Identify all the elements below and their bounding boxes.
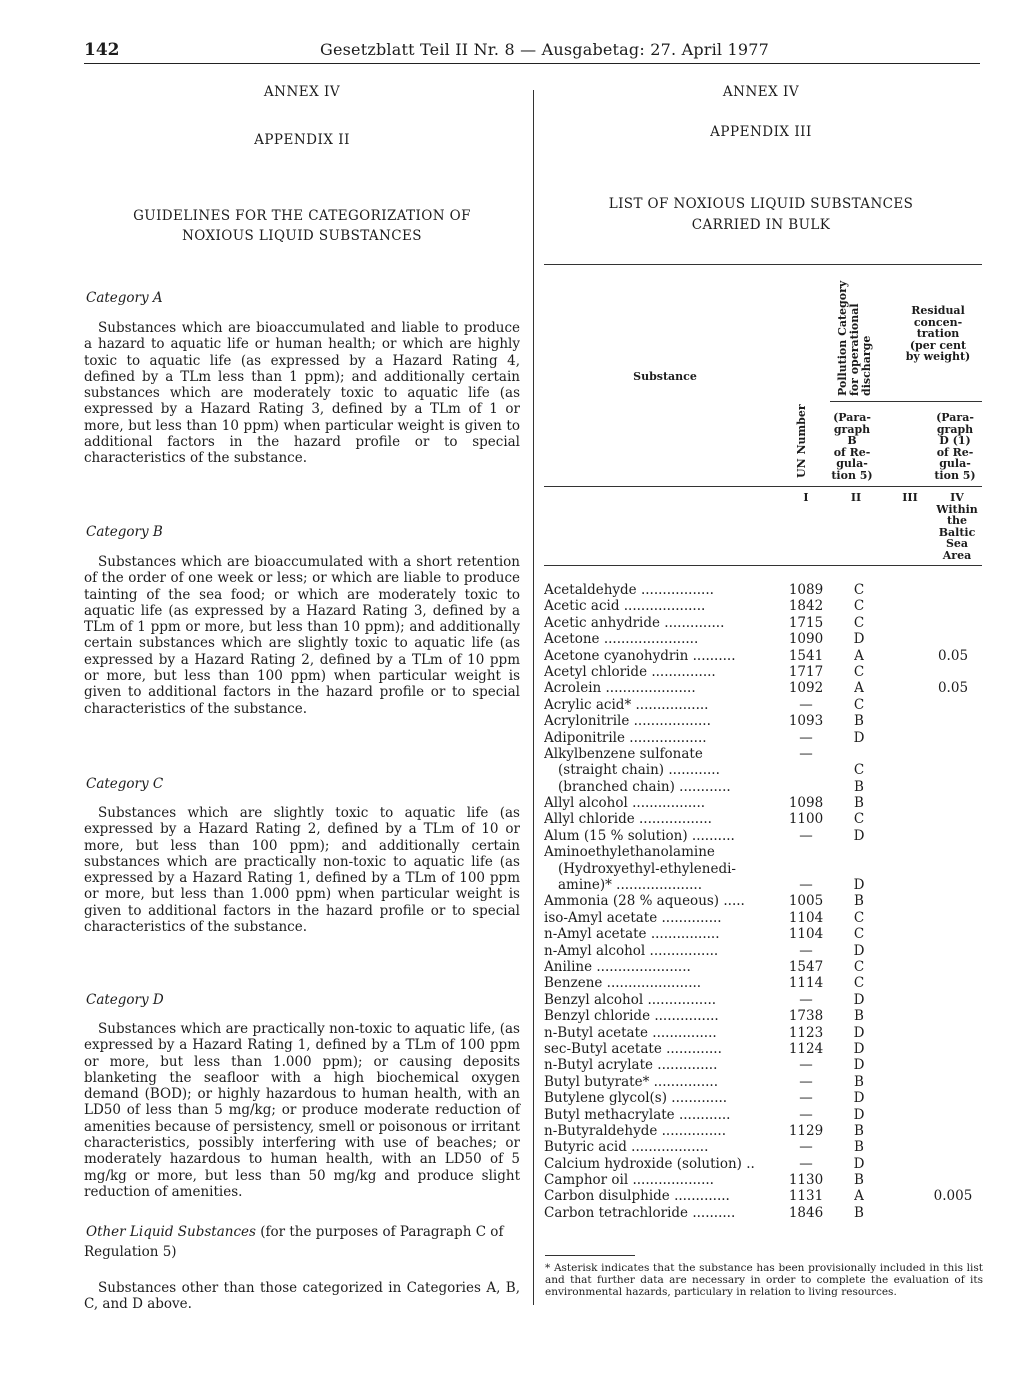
category-c-heading: Category C [86, 776, 164, 792]
table-row [544, 615, 982, 631]
para-d-line5: gula- [939, 457, 971, 470]
pollution-category: A [854, 1188, 864, 1205]
table-row [544, 1139, 982, 1155]
pollution-category: A [854, 680, 864, 697]
category-c-body: Substances which are slightly toxic to aquatic life (as expressed by a Hazard Rating 2, defined by a TLm of 10 or more, but less than 100 ppm); and additionally certain substances which are practically non-toxic to aquatic life (as expressed by a Hazard Rating 1, defined by a TLm of 100 ppm or more, but less than 1.000 ppm) when particular weight is given to additional factors in the hazard profile or to special characteristics of the substance. [84, 805, 520, 936]
substance-name: Adiponitrile .................. [544, 729, 707, 746]
substance-name: Benzyl chloride ............... [544, 1008, 719, 1025]
un-number: 1104 [788, 909, 824, 926]
pollution-category: D [853, 729, 865, 746]
residual-concentration: 0.05 [937, 647, 969, 664]
para-b-line6: tion 5) [831, 468, 873, 482]
substance-name: Acetyl chloride ............... [544, 663, 716, 680]
pollution-category: C [853, 811, 865, 828]
substance-name: Acetic acid ................... [544, 598, 706, 615]
table-row [544, 582, 982, 598]
table-row [544, 877, 982, 893]
un-number: — [799, 1155, 813, 1172]
pollution-category: B [854, 795, 864, 812]
guidelines-title [84, 206, 520, 246]
table-row [544, 1107, 982, 1123]
guidelines-title-line1: GUIDELINES FOR THE CATEGORIZATION OF [133, 208, 471, 224]
substance-name: sec-Butyl acetate ............. [544, 1040, 722, 1057]
table-row [544, 697, 982, 713]
substance-name: Calcium hydroxide (solution) .. [544, 1155, 755, 1172]
un-number: 1005 [788, 893, 824, 910]
list-title [540, 194, 982, 236]
list-title-line1: LIST OF NOXIOUS LIQUID SUBSTANCES [608, 196, 914, 212]
para-b-line1: (Para- [833, 411, 871, 424]
table-row [544, 910, 982, 926]
substance-name: Carbon disulphide ............. [544, 1188, 730, 1205]
substance-header: Substance [633, 370, 697, 383]
substance-name: Acetone ...................... [544, 631, 699, 648]
un-number: — [799, 1139, 813, 1156]
table-row [544, 648, 982, 664]
table-row [544, 1123, 982, 1139]
page-header [84, 38, 984, 64]
table-row [544, 664, 982, 680]
residual-concentration: 0.05 [937, 680, 969, 697]
pollution-category: C [853, 696, 865, 713]
para-b-line4: of Re- [833, 445, 871, 459]
substance-name: Camphor oil ................... [544, 1172, 714, 1189]
substance-name: Acetone cyanohydrin .......... [544, 647, 736, 664]
pollution-category: B [854, 1073, 864, 1090]
pollution-category: B [854, 1172, 864, 1189]
table-row [544, 1057, 982, 1073]
substance-name: Aniline ...................... [544, 958, 691, 975]
table-row [544, 828, 982, 844]
other-substances-qualifier: (for the purposes of Paragraph C of Regulation 5) [84, 1224, 504, 1260]
table-row [544, 598, 982, 614]
substance-name: Benzyl alcohol ................ [544, 991, 717, 1008]
pollution-category: C [853, 663, 865, 680]
col-iv-line5: Sea [945, 537, 969, 550]
pollution-category: C [853, 926, 865, 943]
table-row [544, 1090, 982, 1106]
col-iv-line4: Baltic [938, 525, 976, 539]
category-d-body: Substances which are practically non-toxic to aquatic life, (as expressed by a Hazard Rating 1, defined by a TLm of 100 ppm or more, but less than 1.000 ppm); or causing deposits blanketing the seafloor with a high biochemical oxygen demand (BOD); or highly hazardous to human health, with an LD50 of less than 5 mg/kg; or produce moderate reduction of amenities because of persistency, smell or poisonous or irritant characteristics, possibly interfering with use of beaches; or moderately hazardous to human health, with an LD50 of 5 mg/kg or more, but less than 50 mg/kg and produce slight reduction of amenities. [84, 1021, 520, 1200]
other-substances-text [84, 1280, 520, 1313]
para-d-line6: tion 5) [934, 468, 976, 482]
para-b-line2: graph [833, 422, 871, 436]
substance-name: (Hydroxyethyl-ethylenedi- [558, 860, 736, 877]
col-iv-line3: the [946, 514, 968, 527]
substance-name: Benzene ...................... [544, 975, 702, 992]
substance-name: Allyl alcohol ................. [544, 795, 706, 812]
un-number: — [799, 745, 813, 762]
pollution-category: D [853, 1090, 865, 1107]
substance-name: iso-Amyl acetate .............. [544, 909, 722, 926]
pollution-category: D [853, 1106, 865, 1123]
header-rule [84, 63, 980, 64]
pollution-category: D [853, 631, 865, 648]
col-iv-line2: Within [936, 502, 978, 516]
pollution-category: C [853, 598, 865, 615]
substance-name: Acetaldehyde ................. [544, 582, 714, 598]
pollution-category: D [853, 877, 865, 894]
other-substances-heading [84, 1222, 520, 1262]
un-number: — [799, 696, 813, 713]
para-d-line2: graph [936, 422, 974, 436]
para-b-header [825, 412, 879, 481]
un-number: — [799, 1090, 813, 1107]
table-row [544, 713, 982, 729]
un-number: — [799, 877, 813, 894]
un-number: 1129 [788, 1122, 824, 1139]
substance-name: n-Butyl acrylate .............. [544, 1057, 718, 1074]
col-iv-line1: IV [950, 491, 964, 504]
pollution-category: D [853, 1024, 865, 1041]
un-number: 1100 [788, 811, 824, 828]
appendix-heading-left: APPENDIX II [254, 132, 350, 148]
category-a-heading: Category A [86, 290, 163, 306]
column-divider [533, 90, 534, 1305]
residual-concentration: 0.005 [933, 1188, 973, 1205]
col-iv-label [932, 492, 982, 561]
category-b-heading: Category B [86, 524, 163, 540]
residual-line1: Residual [911, 304, 965, 317]
pollution-category: D [853, 1040, 865, 1057]
residual-line3: tration [916, 327, 960, 340]
un-number: — [799, 1057, 813, 1074]
annex-heading-right: ANNEX IV [722, 84, 800, 100]
substance-name: Acrylonitrile .................. [544, 713, 711, 730]
un-number: 1123 [788, 1024, 824, 1041]
substance-name: Allyl chloride ................. [544, 811, 712, 828]
pollution-category: B [854, 1139, 864, 1156]
table-row [544, 926, 982, 942]
table-row [544, 811, 982, 827]
table-row [544, 1172, 982, 1188]
un-number: — [799, 991, 813, 1008]
un-number: — [799, 1073, 813, 1090]
substance-name: Acrolein ..................... [544, 680, 696, 697]
substance-name: Alkylbenzene sulfonate [544, 745, 703, 762]
un-number: 1104 [788, 926, 824, 943]
substance-name: n-Amyl alcohol ................ [544, 942, 719, 959]
roman-numeral-rule [544, 486, 982, 487]
pollution-category: C [853, 582, 865, 598]
subheader-rule [830, 401, 982, 402]
residual-line5: by weight) [905, 350, 971, 363]
pollution-category: D [853, 1057, 865, 1074]
substance-name: (straight chain) ............ [558, 762, 720, 779]
substance-name: Alum (15 % solution) .......... [544, 827, 735, 844]
table-row [544, 1041, 982, 1057]
category-d-text [84, 1021, 520, 1200]
un-number: 1124 [788, 1040, 824, 1057]
pollution-category: C [853, 975, 865, 992]
substance-name: n-Amyl acetate ................ [544, 926, 720, 943]
un-number: 1842 [788, 598, 824, 615]
table-row [544, 959, 982, 975]
pollution-category-line1: Pollution Category [836, 280, 849, 396]
table-row [544, 861, 982, 877]
table-row [544, 746, 982, 762]
un-number: 1092 [788, 680, 824, 697]
table-row [544, 730, 982, 746]
pollution-category: C [853, 762, 865, 779]
para-d-line4: of Re- [936, 445, 974, 459]
pollution-category: B [854, 893, 864, 910]
pollution-category: D [853, 827, 865, 844]
col-iv-line6: Area [942, 548, 972, 562]
residual-header [898, 305, 978, 363]
other-substances-body: Substances other than those categorized in Categories A, B, C, and D above. [84, 1280, 520, 1313]
un-number: 1717 [788, 663, 824, 680]
pollution-category-line3: discharge [860, 335, 873, 396]
table-row [544, 1156, 982, 1172]
table-header-bottom-rule [544, 565, 982, 566]
un-number: 1715 [788, 614, 824, 631]
pollution-category: C [853, 958, 865, 975]
un-number: 1093 [788, 713, 824, 730]
table-row [544, 779, 982, 795]
un-number: — [799, 942, 813, 959]
table-row [544, 975, 982, 991]
pollution-category: D [853, 1155, 865, 1172]
appendix-heading-right: APPENDIX III [710, 124, 812, 140]
table-row [544, 943, 982, 959]
table-row [544, 893, 982, 909]
guidelines-title-line2: NOXIOUS LIQUID SUBSTANCES [182, 228, 422, 244]
substance-name: Butyl butyrate* ............... [544, 1073, 718, 1090]
para-b-line3: B [847, 434, 857, 447]
residual-line2: concen- [913, 315, 963, 329]
substance-name: Aminoethylethanolamine [544, 844, 715, 861]
un-number: 1547 [788, 958, 824, 975]
table-row [544, 762, 982, 778]
un-number: 1098 [788, 795, 824, 812]
table-row [544, 1188, 982, 1204]
category-a-body: Substances which are bioaccumulated and liable to produce a hazard to aquatic life or human health; or which are highly toxic to aquatic life (as expressed by a Hazard Rating 4, defined by a TLm less than 1 ppm); and additionally certain substances which are moderately toxic to aquatic life (as expressed by a Hazard Rating 3, defined by a TLm of 1 or more, but less than 10 ppm) when particular weight is given to additional factors in the hazard profile or to special characteristics of the substance. [84, 320, 520, 467]
pollution-category-header [837, 281, 873, 396]
un-number: 1131 [788, 1188, 824, 1205]
other-substances-title: Other Liquid Substances [86, 1224, 256, 1240]
substance-name: Ammonia (28 % aqueous) ..... [544, 893, 745, 910]
pollution-category: C [853, 909, 865, 926]
col-iii-label: III [902, 491, 918, 504]
un-number: — [799, 827, 813, 844]
table-row [544, 795, 982, 811]
footnote-rule [545, 1255, 635, 1256]
pollution-category: A [854, 647, 864, 664]
pollution-category: B [854, 713, 864, 730]
page-number: 142 [84, 40, 120, 60]
un-number: 1846 [788, 1204, 824, 1221]
substance-name: (branched chain) ............ [558, 778, 731, 795]
un-number: 1541 [788, 647, 824, 664]
gazette-title: Gesetzblatt Teil II Nr. 8 — Ausgabetag: 27. April 1977 [320, 40, 770, 59]
un-number: 1130 [788, 1172, 824, 1189]
category-a-text [84, 320, 520, 467]
substance-name: Butylene glycol(s) ............. [544, 1090, 728, 1107]
pollution-category: B [854, 1008, 864, 1025]
substance-table-body [544, 582, 982, 1221]
un-number: — [799, 729, 813, 746]
substance-name: Acrylic acid* ................. [544, 696, 709, 713]
annex-heading-left: ANNEX IV [263, 84, 341, 100]
residual-line4: (per cent [909, 338, 967, 352]
para-d-line3: D (1) [939, 434, 971, 447]
category-b-text [84, 554, 520, 717]
para-b-line5: gula- [836, 457, 868, 470]
substance-name: Butyl methacrylate ............ [544, 1106, 731, 1123]
category-c-text [84, 805, 520, 935]
list-title-line2: CARRIED IN BULK [691, 217, 831, 233]
un-number: 1090 [788, 631, 824, 648]
para-d-line1: (Para- [936, 411, 974, 424]
pollution-category: B [854, 778, 864, 795]
un-number: 1114 [788, 975, 824, 992]
pollution-category: C [853, 614, 865, 631]
pollution-category: B [854, 1204, 864, 1221]
un-number: 1089 [788, 582, 824, 598]
category-b-body: Substances which are bioaccumulated with a short retention of the order of one week or less; or which are liable to produce tainting of the sea food; or which are moderately toxic to aquatic life (as expressed by a Hazard Rating 3, defined by a TLm of 1 ppm or more, but less than 10 ppm); and additionally certain substances which are slightly toxic to aquatic life (as expressed by a Hazard Rating 2, defined by a TLm of 10 ppm or more, but less than 100 ppm) when particular weight is given to additional factors in the hazard profile or to special characteristics of the substance. [84, 554, 520, 717]
category-d-heading: Category D [86, 992, 164, 1008]
table-row [544, 844, 982, 860]
col-i-label: I [803, 491, 809, 504]
substance-name: Acetic anhydride .............. [544, 614, 725, 631]
un-number: 1738 [788, 1008, 824, 1025]
table-top-rule [544, 264, 982, 265]
pollution-category: B [854, 1122, 864, 1139]
substance-name: n-Butyl acetate ............... [544, 1024, 717, 1041]
table-row [544, 680, 982, 696]
col-ii-label: II [850, 491, 862, 504]
pollution-category: D [853, 991, 865, 1008]
table-row [544, 631, 982, 647]
un-number: — [799, 1106, 813, 1123]
footnote: * Asterisk indicates that the substance has been provisionally included in this list and that further data are necessary in order to complete the evaluation of its environmental hazards, particulary in relation to living resources. [545, 1262, 983, 1298]
pollution-category: D [853, 942, 865, 959]
table-row [544, 1074, 982, 1090]
table-row [544, 1008, 982, 1024]
table-row [544, 1205, 982, 1221]
substance-name: n-Butyraldehyde ............... [544, 1122, 726, 1139]
substance-name: Carbon tetrachloride .......... [544, 1204, 736, 1221]
pollution-category-line2: for operational [848, 303, 861, 396]
substance-name: amine)* .................... [558, 877, 702, 894]
table-row [544, 1025, 982, 1041]
table-row [544, 992, 982, 1008]
substance-name: Butyric acid .................. [544, 1139, 709, 1156]
un-number-header: UN Number [795, 404, 808, 478]
para-d-header [925, 412, 985, 481]
